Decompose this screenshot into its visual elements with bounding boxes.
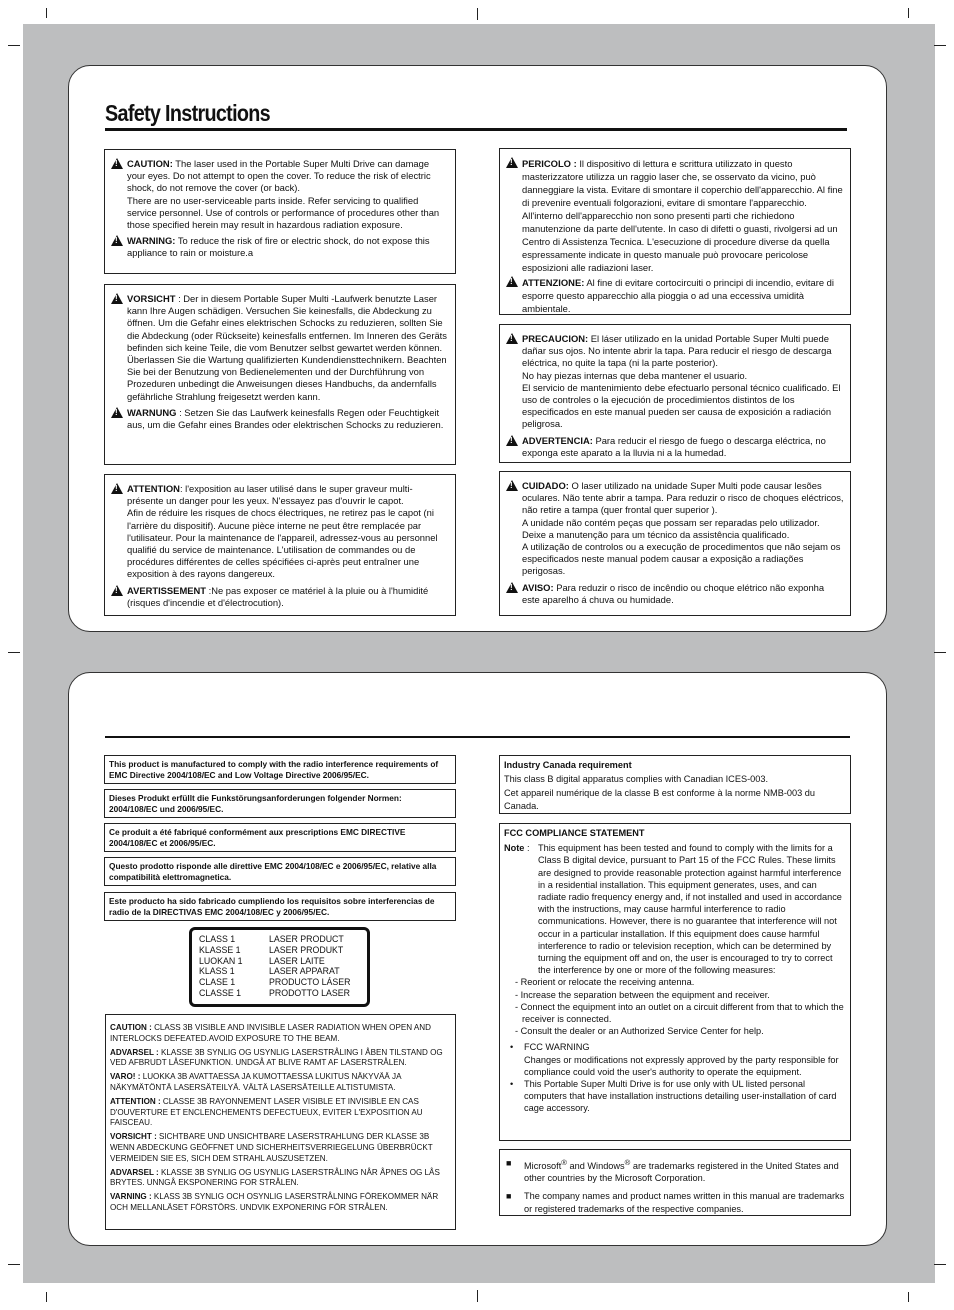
laser-label-row: KLASS 1 LASER APPARAT: [199, 966, 340, 977]
crop-mark: [46, 8, 47, 18]
crop-mark: [8, 652, 20, 653]
caution-text-2: A unidade não contém peças que possam ser reparadas pelo utilizador. Deixe a manutenção para um técnico da assistência qualificado.: [522, 516, 820, 540]
warning-triangle-icon: [111, 158, 123, 169]
warning-label: AVERTISSEMENT: [127, 584, 206, 596]
laser-label-row: CLASSE 1 PRODOTTO LASER: [199, 987, 350, 998]
laser-warning: CAUTION : CLASS 3B VISIBLE AND INVISIBLE LASER RADIATION WHEN OPEN AND INTERLOCKS DEFEATED.AVOID EXPOSURE TO THE BEAM.: [110, 1023, 431, 1043]
caution-text: Il dispositivo di lettura e scrittura utilizzato in questo masterizzatore utilizza un raggio laser che, se osservato da vicino, può danneggiare la vista. Evitare di smontare il coperchio dell'apparecchio. Al fine di prevenire eventuali folgorazioni, evitare di smontare l'apparecchio. All'interno dell'apparecchio non sono presenti parti che richiedono manutenzione da parte dell'utente. In caso di difetti o guasti, rivolgersi ad un Centro di Assistenza Tecnica. L'esecuzione di procedure diverse da quella espressamente indicate in questo manuale può provocare pericolose esposizioni alle radiazioni laser.: [522, 158, 843, 273]
warning-label: AVISO:: [522, 581, 554, 593]
fcc-box: [499, 823, 851, 1141]
warning-label: WARNING:: [127, 235, 176, 247]
fcc-measure: - Reorient or relocate the receiving antenna.: [515, 977, 695, 988]
french-safety-box: [104, 474, 456, 616]
spanish-safety-box: [499, 324, 851, 463]
fcc-note-text: This equipment has been tested and found to comply with the limits for a Class B digital device, pursuant to Part 15 of the FCC Rules. These limits are designed to provide reasonable protection against harmful interference in a residential installation. This equipment generates, uses, and can radiate radio frequency energy and, if not installed and used in accordance with the instructions, may cause harmful interference to radio communications. However, there is no guarantee that interference will not occur in a particular installation. If this equipment does cause harmful interference to radio or television reception, which can be determined by turning the equipment off and on, the user is encouraged to try to correct the interference by one or more of the following measures:: [538, 843, 842, 976]
laser-warnings-box: [105, 1014, 456, 1230]
warning-triangle-icon: [111, 483, 123, 494]
compliance-spanish: Este producto ha sido fabricado cumpliendo los requisitos sobre interferencias de radio de la DIRECTIVAS EMC 2004/108/EC y 2006/95/EC.: [104, 892, 456, 921]
title-rule: [105, 128, 847, 131]
caution-label: CUIDADO:: [522, 480, 569, 491]
caution-label: ATTENTION: [127, 483, 180, 494]
warning-label: WARNUNG: [127, 406, 177, 418]
crop-mark: [934, 45, 946, 46]
warning-label: ATTENZIONE:: [522, 277, 585, 288]
italian-safety-box: [499, 148, 851, 315]
warning-text: : Setzen Sie das Laufwerk keinesfalls Regen oder Feuchtigkeit aus, um die Gefahr eines Brandes oder elektrischen Schocks zu reduzieren.: [127, 406, 444, 431]
crop-mark: [46, 1292, 47, 1302]
page-title: Safety Instructions: [105, 100, 270, 126]
trademarks-box: [499, 1149, 851, 1216]
caution-text-3: A utilização de controlos ou a execução de procedimentos que não sejam os especificados neste manual podem causar a exposição a radiações perigosas.: [522, 541, 841, 577]
warning-text: To reduce the risk of fire or electric shock, do not expose this appliance to rain or moisture.a: [127, 235, 430, 259]
warning-text: Para reducir el riesgo de fuego o descarga eléctrica, no exponga este aparato a la lluvia ni a la humedad.: [522, 434, 826, 458]
warning-text: :Ne pas exposer ce matériel à la pluie ou à l'humidité (risques d'incendie et d'électrocution).: [127, 584, 429, 608]
warning-triangle-icon: [506, 435, 518, 446]
caution-text: El láser utilizado en la unidad Portable Super Multi puede dañar sus ojos. No intente abrir la tapa. Para reducir el riesgo de descarga eléctrica, no quite la tapa (ni la parte posterior).: [522, 333, 832, 369]
industry-canada-heading: Industry Canada requirement: [504, 760, 632, 770]
caution-label: VORSICHT: [127, 293, 176, 304]
laser-warning: VARNING : KLASS 3B SYNLIG OCH OSYNLIG LASERSTRÅLNING FÖREKOMMER NÄR OCH MELLANLÄSET FÖRSTÖRS. UNDVIK EXPONERING FÖR STRÅLEN.: [110, 1192, 439, 1212]
warning-triangle-icon: [111, 585, 123, 596]
warning-text: Para reduzir o risco de incêndio ou choque elétrico não exponha este aparelho á chuva ou humidade.: [522, 581, 825, 605]
crop-mark: [8, 1264, 20, 1265]
warning-triangle-icon: [111, 293, 123, 304]
warning-triangle-icon: [506, 480, 518, 491]
caution-text: O laser utilizado na unidade Super Multi pode causar lesões oculares. Não tente abrir a tampa. Para reduzir o risco de choques eléctricos, não retire a tampa (quer frontal quer superior ).: [522, 480, 844, 516]
warning-triangle-icon: [506, 276, 518, 287]
warning-triangle-icon: [506, 333, 518, 344]
industry-canada-line2: Cet appareil numérique de la classe B est conforme à la norme NMB-003 du Canada.: [504, 788, 816, 811]
section-rule: [105, 736, 850, 738]
laser-label-row: LUOKAN 1 LASER LAITE: [199, 955, 325, 966]
industry-canada-box: [499, 755, 851, 814]
fcc-ul-bullet: • This Portable Super Multi Drive is for use only with UL listed personal computers that have installation instructions detailing user-installation of card cage accessory.: [510, 1079, 837, 1114]
fcc-measure: - Increase the separation between the equipment and receiver.: [515, 989, 770, 1000]
laser-warning: VARO! : LUOKKA 3B AVATTAESSA JA KUMOTTAESSA LUKITUS NÄKYVÄÄ JA NÄKYMÄTÖNTÄ LASERSÄTEILYÄ. VÄLTÄ LASERSÄTEILLE ALTISTUMISTA.: [110, 1072, 402, 1092]
laser-class-label: [189, 927, 370, 1007]
portuguese-safety-box: [499, 471, 851, 616]
trademark-item: ■ Microsoft® and Windows® are trademarks registered in the United States and other countries by the Microsoft Corporation.: [506, 1158, 839, 1184]
caution-text-2: No hay piezas internas que deba mantener el usuario.: [522, 369, 748, 381]
laser-label-row: CLASE 1 PRODUCTO LÁSER: [199, 977, 351, 988]
crop-mark: [934, 652, 946, 653]
english-safety-box: [104, 149, 456, 274]
warning-triangle-icon: [506, 582, 518, 593]
compliance-german: Dieses Produkt erfüllt die Funkstörungsanforderungen folgender Normen: 2004/108/EC und 2006/95/EC.: [104, 789, 456, 818]
laser-warning: ADVARSEL : KLASSE 3B SYNLIG OG USYNLIG LASERSTRÅLING NÅR ÅPNES OG LÅS BRYTES. UNNGÅ EKSPONERING FOR STRÅLEN.: [110, 1167, 440, 1188]
caution-text: The laser used in the Portable Super Multi Drive can damage your eyes. Do not attempt to open the cover. To reduce the risk of electric shock, do not remove the cover (or back).: [127, 158, 431, 194]
fcc-measure: - Consult the dealer or an Authorized Service Center for help.: [515, 1026, 764, 1037]
warning-text: Al fine di evitare cortocircuiti o principi di incendio, evitare di esporre questo apparecchio alla pioggia o ad una eccessiva umidità ambientale.: [522, 277, 834, 314]
laser-warning: ADVARSEL : KLASSE 3B SYNLIG OG USYNLIG LASERSTRÅLING I ÅBEN TILSTAND OG VED AFBRUDT LÅSEFUNKTION. UNDGÅ AT BLIVE RAMT AF LASERSTRÅLEN.: [110, 1047, 443, 1068]
laser-label-row: KLASSE 1 LASER PRODUKT: [199, 944, 344, 955]
caution-text: : Der in diesem Portable Super Multi -Laufwerk benutzte Laser kann Ihre Augen schädigen. Versuchen Sie keinesfalls, die Abdeckung zu öffnen. Um die Gefahr eines elektrischen Schocks zu reduzieren, sollten Sie die Abdeckung (oder Rückseite) keinesfalls entfernen. Im Inneren des Geräts befinden sich keine Teile, die vom Benutzer selbst gewartet werden können. Überlassen Sie die Wartung qualifizierten Kundendiensttechnikern. Beachten Sie bei der Benutzung von Bedienelementen und der Durchführung von Prozeduren unbedingt die Anweisungen dieses Handbuchs, da andernfalls gefährliche Strahlung freigesetzt werden kann.: [127, 293, 447, 402]
laser-warning: ATTENTION : CLASSE 3B RAYONNEMENT LASER VISIBLE ET INVISIBLE EN CAS D'OUVERTURE ET ENCLENCHEMENTS DEFECTUEUX, EVITER L'EXPOSITION AU FAISCEAU.: [110, 1096, 423, 1128]
crop-mark: [908, 8, 909, 18]
warning-triangle-icon: [111, 235, 123, 246]
fcc-note-label: Note :: [504, 843, 530, 854]
compliance-italian: Questo prodotto risponde alle direttive EMC 2004/108/EC e 2006/95/EC, relative alla compatibilità elettromagnetica.: [104, 857, 456, 886]
caution-label: PRECAUCION:: [522, 333, 589, 344]
caution-label: PERICOLO :: [522, 158, 577, 169]
compliance-english: This product is manufactured to comply with the radio interference requirements of EMC Directive 2004/108/EC and Low Voltage Directive 2006/95/EC.: [104, 755, 456, 784]
crop-mark: [908, 1292, 909, 1302]
german-safety-box: [104, 284, 456, 465]
caution-text-2: There are no user-serviceable parts inside. Refer servicing to qualified service personnel. Use of controls or performance of procedures other than those specified herein may result in hazardous radiation exposure.: [127, 194, 440, 231]
crop-mark: [477, 1290, 478, 1302]
crop-mark: [477, 8, 478, 20]
compliance-french: Ce produit a été fabriqué conformément aux prescriptions EMC DIRECTIVE 2004/108/EC et 2006/95/EC.: [104, 823, 456, 852]
crop-mark: [934, 1264, 946, 1265]
industry-canada-line1: This class B digital apparatus complies with Canadian ICES-003.: [504, 774, 769, 785]
warning-triangle-icon: [111, 407, 123, 418]
warning-triangle-icon: [506, 157, 518, 168]
laser-label-row: CLASS 1 LASER PRODUCT: [199, 934, 344, 944]
fcc-warning-bullet: • FCC WARNING Changes or modifications not expressly approved by the party responsible for compliance could void the user's authority to operate the equipment.: [510, 1042, 839, 1077]
fcc-heading: FCC COMPLIANCE STATEMENT: [504, 828, 645, 838]
trademark-item: ■ The company names and product names written in this manual are trademarks or registered trademarks of the respective companies.: [506, 1191, 845, 1214]
caution-text: : l'exposition au laser utilisé dans le super graveur multi-présente un danger pour les yeux. N'essayez pas d'ouvrir le capot.: [127, 483, 413, 507]
crop-mark: [8, 45, 20, 46]
caution-text-3: El servicio de mantenimiento debe efectuarlo personal técnico cualificado. El uso de controles o la ejecución de procedimientos distintos de los especificados en este manual pueden ser causa de exposición a radiación peligrosa.: [522, 381, 841, 430]
fcc-measure: - Connect the equipment into an outlet on a circuit different from that to which the receiver is connected.: [515, 1001, 844, 1025]
warning-label: ADVERTENCIA:: [522, 434, 593, 446]
caution-text-2: Afin de réduire les risques de chocs électriques, ne retirez pas le capot (ni l'arrière du dispositif). Aucune pièce interne ne peut être remplacée par l'utilisateur. Pour la maintenance de l'appareil, adressez-vous au personnel qualifié du service de maintenance. L'utilisation de commandes ou de procédures différentes de celles spécifiées ci-après peut entraîner une exposition à des rayons dangereux.: [127, 507, 438, 580]
laser-warning: VORSICHT : SICHTBARE UND UNSICHTBARE LASERSTRAHLUNG DER KLASSE 3B WENN ABDECKUNG GEÖFFNET UND SICHERHEITSVERRIEGELUNG ÜBERBRÜCKT VERMEIDEN SIE ES, SICH DEM STRAHL AUSZUSETZEN.: [110, 1132, 433, 1163]
caution-label: CAUTION:: [127, 158, 173, 169]
